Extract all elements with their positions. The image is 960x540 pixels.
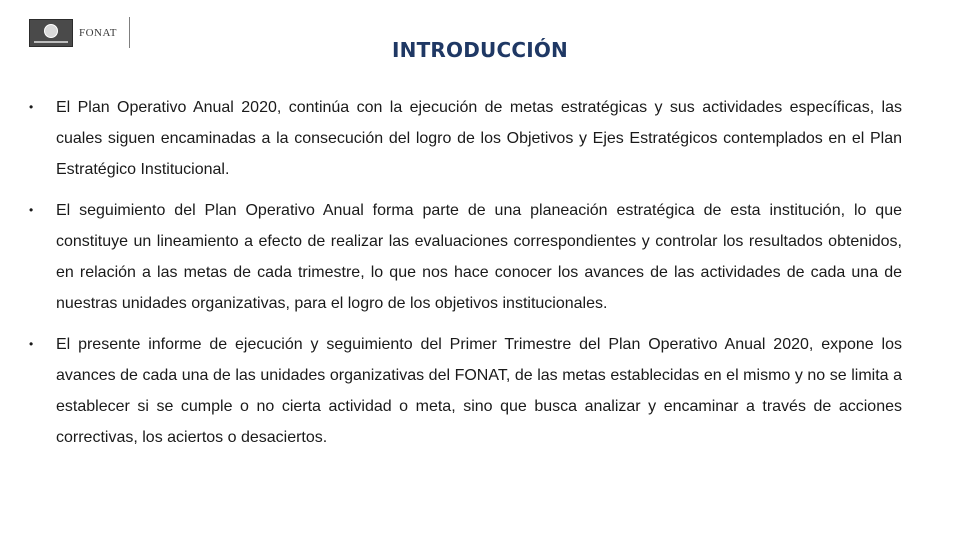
- bullet-item: [28, 329, 902, 453]
- bullet-item: [28, 195, 902, 319]
- bullet-marker: •: [29, 337, 34, 351]
- logo-text: FONAT: [79, 27, 117, 39]
- bullet-marker: •: [29, 100, 34, 114]
- bullet-text: El Plan Operativo Anual 2020, continúa con la ejecución de metas estratégicas y sus actividades específicas, las cuales siguen encaminadas a la consecución del logro de los Objetivos y Ejes Estratégicos contemplados en el Plan Estratégico Institucional.: [56, 99, 902, 178]
- bullet-text: El presente informe de ejecución y seguimiento del Primer Trimestre del Plan Operativo Anual 2020, expone los avances de cada una de las unidades organizativas del FONAT, de las metas establecidas en el mismo y no se limita a establecer si se cumple o no cierta actividad o meta, sino que busca analizar y encaminar a través de acciones correctivas, los aciertos o desaciertos.: [56, 336, 902, 446]
- bullet-item: [28, 92, 902, 185]
- bullet-list: [28, 92, 902, 463]
- bullet-text: El seguimiento del Plan Operativo Anual forma parte de una planeación estratégica de esta institución, lo que constituye un lineamiento a efecto de realizar las evaluaciones correspondientes y controlar los resultados obtenidos, en relación a las metas de cada trimestre, lo que nos hace conocer los avances de las actividades de cada una de nuestras unidades organizativas, para el logro de los objetivos institucionales.: [56, 202, 902, 312]
- bullet-marker: •: [29, 203, 34, 217]
- page-title: INTRODUCCIÓN: [391, 38, 568, 62]
